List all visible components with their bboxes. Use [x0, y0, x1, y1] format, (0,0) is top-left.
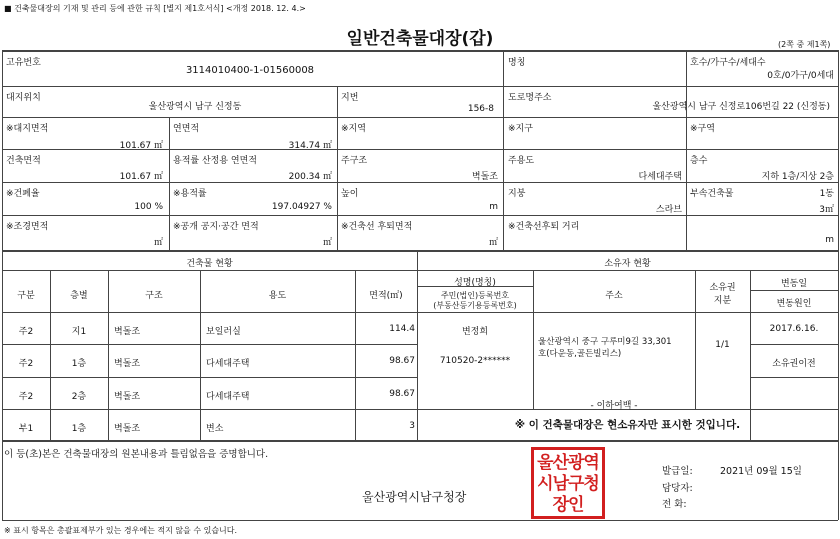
annex-building-count: 1동	[819, 189, 834, 199]
status-header-divider	[2, 312, 838, 313]
setback-area-label: ※건축선 후퇴면적	[341, 222, 413, 232]
id-value: 3114010400-1-01560008	[185, 65, 315, 76]
building-coverage-value: 100 %	[134, 202, 163, 212]
col-header-use: 용도	[268, 291, 287, 301]
lot-value: 156-8	[467, 104, 494, 114]
annex-building-area: 3㎡	[819, 205, 834, 215]
owner-reg-no: 710520-2******	[439, 356, 511, 366]
row-use: 보일러실	[206, 327, 241, 337]
official-seal	[531, 447, 605, 519]
certification-text: 이 등(초)본은 건축물대장의 원본내용과 틀림없음을 증명합니다.	[4, 449, 269, 460]
phone-label: 전 화:	[662, 499, 687, 510]
row-gubun: 주2	[18, 392, 34, 402]
public-space-unit: ㎡	[322, 238, 332, 248]
row-area: 98.67	[389, 389, 415, 399]
structure-label: 주구조	[341, 156, 368, 166]
issuer-name: 울산광역시남구청장	[362, 490, 467, 504]
col-header-name: 성명(명칭)	[454, 278, 496, 288]
far-floor-area-label: 용적률 산정용 연면적	[173, 156, 257, 166]
form-reference-note: ■ 건축물대장의 기재 및 관리 등에 관한 규칙 [별지 제1호서식] <개정 2018. 12. 4.>	[4, 4, 306, 13]
id-label: 고유번호	[6, 58, 41, 68]
row-structure: 벽돌조	[114, 359, 141, 369]
col-divider	[337, 86, 338, 250]
row-area: 98.67	[389, 356, 415, 366]
site-label: 대지위치	[6, 93, 41, 103]
setback-area-unit: ㎡	[488, 238, 498, 248]
row-divider	[2, 250, 838, 252]
total-floor-area-value: 314.74 ㎡	[288, 141, 332, 151]
row-floor: 2층	[71, 392, 87, 402]
district-label: ※지구	[508, 124, 533, 134]
row-structure: 벽돌조	[114, 392, 141, 402]
row-divider	[2, 409, 838, 410]
left-border	[2, 50, 3, 520]
building-status-title: 건축물 현황	[186, 259, 233, 269]
floors-label: 층수	[690, 156, 708, 166]
col-divider	[503, 50, 504, 250]
floors-value: 지하 1층/지상 2층	[761, 172, 834, 182]
zone-label: ※지역	[341, 124, 366, 134]
public-space-label: ※공개 공지·공간 면적	[173, 222, 259, 232]
structure-value: 벽돌조	[471, 172, 498, 182]
total-floor-area-label: 연면적	[173, 124, 200, 134]
officer-label: 담당자:	[662, 483, 693, 494]
landscape-area-unit: ㎡	[153, 238, 163, 248]
seal-text: 울산광역시남구청장인	[537, 453, 599, 515]
owner-share: 1/1	[715, 340, 730, 350]
owner-change-date: 2017.6.16.	[769, 324, 819, 334]
table-top-border	[2, 50, 838, 52]
name-label: 명칭	[508, 58, 526, 68]
road-address-label: 도로명주소	[508, 93, 552, 103]
annex-building-label: 부속건축물	[690, 189, 734, 199]
page-info: (2쪽 중 제1쪽)	[778, 40, 831, 49]
building-area-value: 101.67 ㎡	[119, 172, 163, 182]
col-header-gubun: 구분	[17, 291, 35, 301]
col-header-reg-no-sub: (부동산등기용등록번호)	[433, 301, 517, 310]
owner-address-line2: 호(다운동,골든빌리스)	[538, 349, 622, 359]
row-use: 다세대주택	[206, 359, 250, 369]
row-divider	[2, 215, 838, 216]
height-label: 높이	[341, 189, 359, 199]
col-header-share: 소유권	[709, 283, 736, 293]
road-address-value: 울산광역시 남구 신정로106번길 22 (신정동)	[652, 102, 830, 112]
row-floor: 1층	[71, 359, 87, 369]
blank-note: - 이하여백 -	[590, 401, 638, 411]
building-coverage-label: ※건폐율	[6, 189, 40, 199]
col-header-floor: 층별	[70, 291, 88, 301]
lot-label: 지번	[341, 93, 359, 103]
col-divider	[686, 50, 687, 250]
land-area-label: ※대지면적	[6, 124, 49, 134]
area-label: ※구역	[690, 124, 715, 134]
row-gubun: 부1	[18, 424, 34, 434]
owner-change-reason: 소유권이전	[772, 359, 816, 369]
owner-note: ※ 이 건축물대장은 현소유자만 표시한 것입니다.	[514, 419, 741, 431]
bottom-note: ※ 표시 항목은 총괄표제부가 있는 경우에는 적지 않을 수 있습니다.	[4, 526, 238, 535]
col-header-address: 주소	[605, 291, 623, 301]
row-divider	[2, 182, 838, 183]
units-value: 0호/0가구/0세대	[767, 71, 834, 81]
issue-date-value: 2021년 09월 15일	[720, 466, 802, 477]
roof-label: 지붕	[508, 189, 526, 199]
main-use-label: 주용도	[508, 156, 535, 166]
units-label: 호수/가구수/세대수	[690, 58, 766, 68]
row-floor: 지1	[71, 327, 87, 337]
row-divider	[750, 377, 838, 378]
row-use: 변소	[206, 424, 224, 434]
roof-value: 스라브	[655, 205, 682, 215]
col-divider	[169, 117, 170, 250]
owner-address-line1: 울산광역시 중구 구루미9길 33,301	[538, 337, 672, 347]
land-area-value: 101.67 ㎡	[119, 141, 163, 151]
header-subdivider	[750, 290, 838, 291]
owner-name: 변정희	[461, 327, 489, 337]
status-title-divider	[2, 270, 838, 271]
landscape-area-label: ※조경면적	[6, 222, 49, 232]
setback-distance-label: ※건축선후퇴 거리	[508, 222, 580, 232]
col-header-structure: 구조	[145, 291, 163, 301]
row-area: 3	[409, 421, 415, 431]
setback-distance-unit: m	[825, 235, 834, 245]
row-use: 다세대주택	[206, 392, 250, 402]
col-header-share-sub: 지분	[713, 296, 732, 306]
col-header-change-reason: 변동원인	[776, 299, 812, 309]
col-header-change-date: 변동일	[780, 279, 808, 289]
row-structure: 벽돌조	[114, 424, 141, 434]
height-value: m	[489, 202, 498, 212]
col-header-reg-no: 주민(법인)등록번호	[440, 291, 510, 300]
owner-status-title: 소유자 현황	[604, 259, 651, 269]
row-gubun: 주2	[18, 327, 34, 337]
far-floor-area-value: 200.34 ㎡	[288, 172, 332, 182]
floor-area-ratio-label: ※용적률	[173, 189, 207, 199]
row-divider	[2, 117, 838, 118]
site-value: 울산광역시 남구 신정동	[148, 102, 242, 112]
row-structure: 벽돌조	[114, 327, 141, 337]
floor-area-ratio-value: 197.04927 %	[271, 202, 332, 212]
status-bottom-border	[2, 440, 838, 442]
row-floor: 1층	[71, 424, 87, 434]
building-area-label: 건축면적	[6, 156, 41, 166]
row-divider	[2, 86, 838, 87]
row-divider	[750, 344, 838, 345]
issue-date-label: 발급일:	[662, 466, 693, 477]
row-area: 114.4	[389, 324, 415, 334]
right-border	[838, 50, 839, 520]
main-use-value: 다세대주택	[638, 172, 682, 182]
document-title: 일반건축물대장(갑)	[346, 29, 494, 49]
col-header-area: 면적(㎡)	[369, 291, 403, 301]
row-gubun: 주2	[18, 359, 34, 369]
footer-divider	[2, 520, 838, 521]
